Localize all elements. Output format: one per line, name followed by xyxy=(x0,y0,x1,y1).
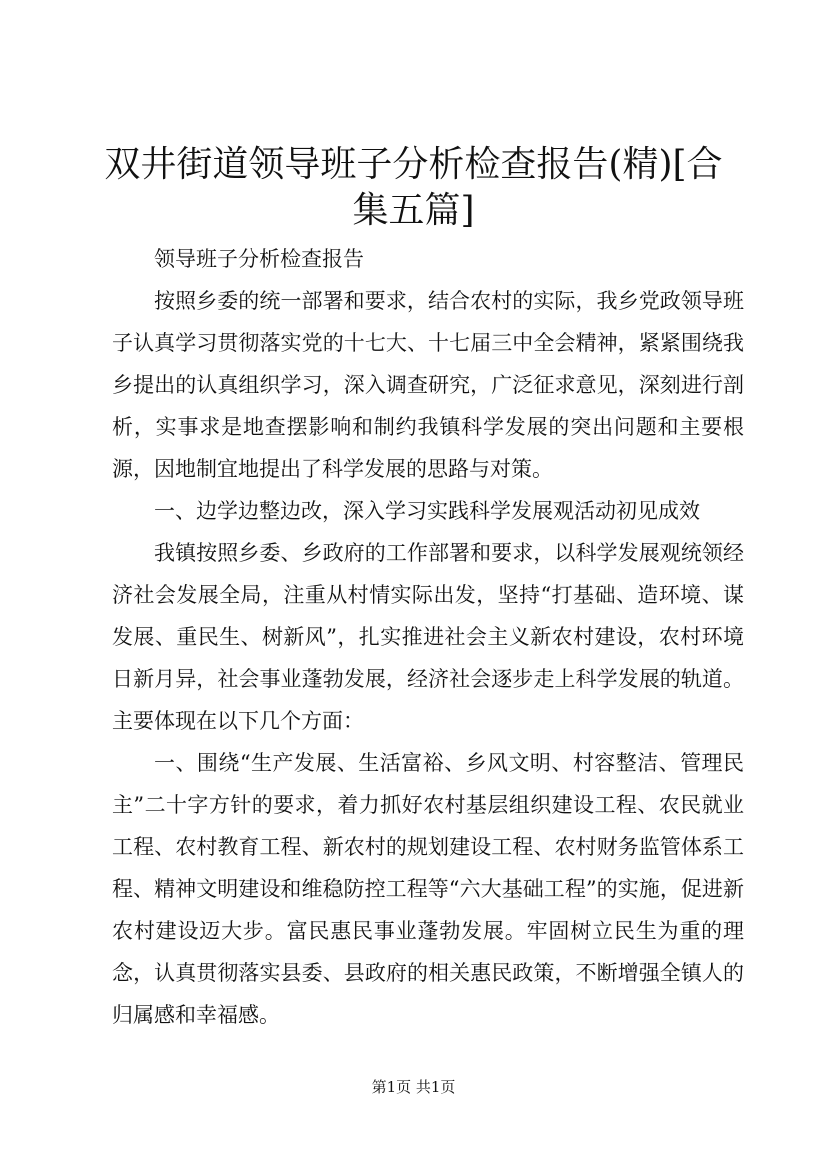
document-title: 双井街道领导班子分析检查报告(精)[合集五篇] xyxy=(104,144,723,231)
section-subheading: 一、边学边整边改，深入学习实践科学发展观活动初见成效 xyxy=(154,499,700,523)
page-number-footer: 第1页 共1页 xyxy=(371,1078,456,1096)
document-body xyxy=(112,238,744,1036)
body-paragraph: 我镇按照乡委、乡政府的工作部署和要求，以科学发展观统领经济社会发展全局，注重从村情实际出发，坚持“打基础、造环境、谋发展、重民生、树新风”，扎实推进社会主义新农村建设，农村环境日新月异，社会事业蓬勃发展，经济社会逐步走上科学发展的轨道。主要体现在以下几个方面： xyxy=(112,541,744,733)
body-paragraph: 一、围绕“生产发展、生活富裕、乡风文明、村容整洁、管理民主”二十字方针的要求，着力抓好农村基层组织建设工程、农民就业工程、农村教育工程、新农村的规划建设工程、农村财务监管体系工程、精神文明建设和维稳防控工程等“六大基础工程”的实施，促进新农村建设迈大步。富民惠民事业蓬勃发展。牢固树立民生为重的理念，认真贯彻落实县委、县政府的相关惠民政策，不断增强全镇人的归属感和幸福感。 xyxy=(112,751,744,1027)
body-paragraph: 按照乡委的统一部署和要求，结合农村的实际，我乡党政领导班子认真学习贯彻落实党的十七大、十七届三中全会精神，紧紧围绕我乡提出的认真组织学习，深入调查研究，广泛征求意见，深刻进行剖析，实事求是地查摆影响和制约我镇科学发展的突出问题和主要根源，因地制宜地提出了科学发展的思路与对策。 xyxy=(112,289,744,481)
section-heading: 领导班子分析检查报告 xyxy=(154,247,364,271)
